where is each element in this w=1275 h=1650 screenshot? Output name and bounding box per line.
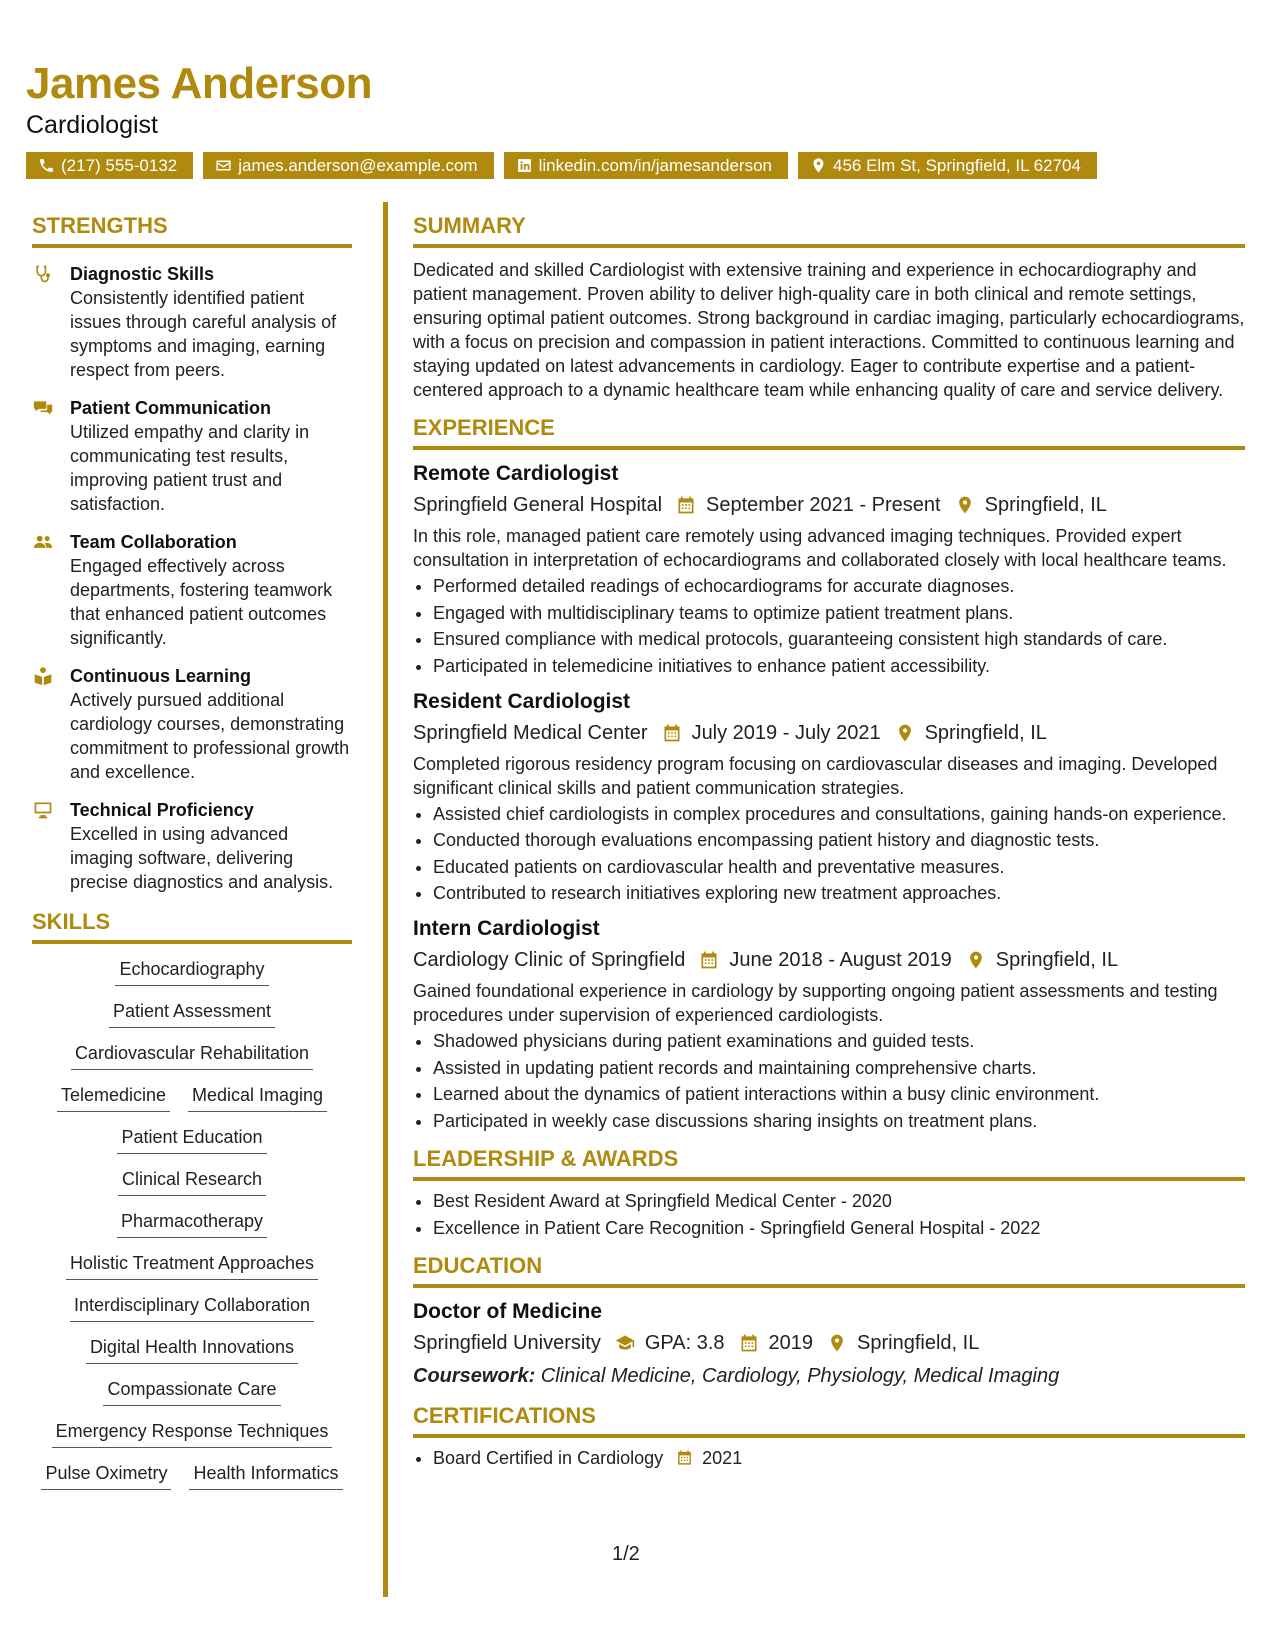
strength-desc: Actively pursued additional cardiology courses, demonstrating commitment to professional growth and excellence. <box>70 690 350 783</box>
strength-desc: Engaged effectively across departments, fostering teamwork that enhanced patient outcomes significantly. <box>70 556 333 649</box>
certifications-section <box>413 1404 1245 1470</box>
leadership-heading: LEADERSHIP & AWARDS <box>413 1147 1245 1181</box>
calendar-icon <box>676 495 696 515</box>
phone-text: (217) 555-0132 <box>61 156 178 175</box>
users-icon <box>32 532 54 552</box>
job-dates: June 2018 - August 2019 <box>729 949 952 972</box>
graduation-year: 2019 <box>768 1331 814 1354</box>
skills-section <box>32 910 352 1490</box>
coursework <box>413 1362 1245 1390</box>
candidate-name: James Anderson <box>26 59 372 108</box>
linkedin-text: linkedin.com/in/jamesanderson <box>538 156 772 175</box>
linkedin-icon <box>516 157 533 174</box>
strength-item <box>32 262 352 382</box>
graduation-cap-icon <box>615 1333 635 1353</box>
column-divider <box>383 202 388 1597</box>
desktop-icon <box>32 800 54 820</box>
skills-heading: SKILLS <box>32 910 352 944</box>
strength-item <box>32 664 352 784</box>
job-title: Intern Cardiologist <box>413 917 600 941</box>
job-company: Springfield Medical Center <box>413 721 648 744</box>
job-bullets <box>413 802 1245 906</box>
list-item <box>433 1446 1245 1470</box>
map-marker-icon <box>895 723 915 743</box>
skill-tag: Holistic Treatment Approaches <box>66 1252 318 1280</box>
summary-heading: SUMMARY <box>413 214 1245 248</box>
stethoscope-icon <box>32 264 54 284</box>
skill-tag: Cardiovascular Rehabilitation <box>71 1042 313 1070</box>
list-item: • Excellence in Patient Care Recognition - Springfield General Hospital - 2022 <box>433 1216 1245 1240</box>
strength-desc: Excelled in using advanced imaging software, delivering precise diagnostics and analysis. <box>70 824 334 893</box>
skill-tag: Emergency Response Techniques <box>52 1420 333 1448</box>
leadership-section <box>413 1147 1245 1240</box>
strength-name: Team Collaboration <box>70 532 237 553</box>
certification-year: 2021 <box>702 1447 743 1468</box>
resume-header <box>26 59 1246 140</box>
phone-icon <box>38 157 55 174</box>
strength-name: Diagnostic Skills <box>70 264 215 285</box>
calendar-icon <box>699 950 719 970</box>
school-name: Springfield University <box>413 1331 601 1354</box>
school-location: Springfield, IL <box>857 1331 980 1354</box>
job-location: Springfield, IL <box>924 721 1047 744</box>
skill-tag: Health Informatics <box>189 1462 342 1490</box>
experience-section <box>413 416 1245 1133</box>
email-text: james.anderson@example.com <box>238 156 478 175</box>
list-item: • Conducted thorough evaluations encompassing patient history and diagnostic tests. <box>433 828 1245 852</box>
job-bullets <box>413 1029 1245 1133</box>
experience-heading: EXPERIENCE <box>413 416 1245 450</box>
job-description: In this role, managed patient care remotely using advanced imaging techniques. Provided expert consultation in interpretation of echocardiograms and collaborated closely with local healthcare teams. <box>413 526 1227 571</box>
list-item: • Ensured compliance with medical protocols, guaranteeing consistent high standards of care. <box>433 627 1245 651</box>
job-company: Springfield General Hospital <box>413 494 663 517</box>
list-item: • Participated in weekly case discussions sharing insights on treatment plans. <box>433 1109 1245 1133</box>
education-section <box>413 1254 1245 1390</box>
job-description: Gained foundational experience in cardiology by supporting ongoing patient assessments and testing procedures under supervision of experienced cardiologists. <box>413 981 1218 1026</box>
strength-desc: Consistently identified patient issues through careful analysis of symptoms and imaging, earning respect from peers. <box>70 288 337 381</box>
left-column <box>32 214 352 1490</box>
job-bullets <box>413 574 1245 678</box>
calendar-icon <box>676 1449 693 1466</box>
job-title: Remote Cardiologist <box>413 462 619 486</box>
list-item: • Learned about the dynamics of patient interactions within a busy clinic environment. <box>433 1082 1245 1106</box>
strength-item <box>32 530 352 650</box>
skill-tag: Clinical Research <box>118 1168 266 1196</box>
skill-tag: Echocardiography <box>115 958 268 986</box>
right-column <box>413 214 1245 1484</box>
gpa-text: GPA: 3.8 <box>644 1331 725 1354</box>
list-item: • Performed detailed readings of echocardiograms for accurate diagnoses. <box>433 574 1245 598</box>
contact-phone[interactable] <box>26 152 193 179</box>
list-item: • Contributed to research initiatives exploring new treatment approaches. <box>433 881 1245 905</box>
job-location: Springfield, IL <box>984 494 1107 517</box>
education-heading: EDUCATION <box>413 1254 1245 1288</box>
strength-item <box>32 396 352 516</box>
page-number: 1/2 <box>612 1543 640 1565</box>
contact-address[interactable] <box>798 152 1097 179</box>
list-item: • Engaged with multidisciplinary teams to optimize patient treatment plans. <box>433 601 1245 625</box>
job-dates: July 2019 - July 2021 <box>691 721 881 744</box>
job-title: Resident Cardiologist <box>413 689 631 713</box>
list-item: • Assisted in updating patient records and maintaining comprehensive charts. <box>433 1056 1245 1080</box>
candidate-title: Cardiologist <box>26 111 159 139</box>
calendar-icon <box>662 723 682 743</box>
skill-tag: Pulse Oximetry <box>41 1462 171 1490</box>
book-reader-icon <box>32 666 54 686</box>
skill-tag: Telemedicine <box>57 1084 170 1112</box>
strength-item <box>32 798 352 894</box>
envelope-icon <box>215 157 232 174</box>
job-entry <box>413 915 1245 1133</box>
list-item: • Assisted chief cardiologists in complex procedures and consultations, gaining hands-on experience. <box>433 802 1245 826</box>
certification-name: Board Certified in Cardiology <box>433 1447 664 1468</box>
calendar-icon <box>739 1333 759 1353</box>
summary-text: Dedicated and skilled Cardiologist with extensive training and experience in echocardiography and patient management. Proven ability to deliver high-quality care in both clinical and remote settings, ensuring optimal patient outcomes. Strong background in cardiac imaging, particularly echocardiograms, with a focus on precision and compassion in patient interactions. Committed to continuous learning and staying updated on latest advancements in cardiology. Eager to contribute expertise and a patient-centered approach to a dynamic healthcare team while enhancing quality of care and service delivery. <box>413 260 1245 401</box>
list-item: • Educated patients on cardiovascular health and preventative measures. <box>433 855 1245 879</box>
job-entry <box>413 460 1245 678</box>
contact-bar <box>26 152 1097 179</box>
coursework-list: Clinical Medicine, Cardiology, Physiology, Medical Imaging <box>540 1364 1060 1387</box>
skill-tag: Patient Assessment <box>109 1000 275 1028</box>
contact-linkedin[interactable] <box>504 152 788 179</box>
summary-section <box>413 214 1245 402</box>
skill-tag: Compassionate Care <box>103 1378 280 1406</box>
comments-icon <box>32 398 54 418</box>
skill-tag: Medical Imaging <box>188 1084 327 1112</box>
map-marker-icon <box>966 950 986 970</box>
strength-name: Technical Proficiency <box>70 800 254 821</box>
skill-tag: Digital Health Innovations <box>86 1336 298 1364</box>
map-marker-icon <box>955 495 975 515</box>
list-item: • Participated in telemedicine initiatives to enhance patient accessibility. <box>433 654 1245 678</box>
job-description: Completed rigorous residency program focusing on cardiovascular diseases and imaging. Developed significant clinical skills and patient communication strategies. <box>413 753 1218 798</box>
strength-desc: Utilized empathy and clarity in communicating test results, improving patient trust and satisfaction. <box>70 422 310 515</box>
address-text: 456 Elm St, Springfield, IL 62704 <box>832 156 1081 175</box>
list-item: • Best Resident Award at Springfield Medical Center - 2020 <box>433 1189 1245 1213</box>
coursework-label: Coursework: <box>413 1364 536 1387</box>
job-location: Springfield, IL <box>995 949 1119 972</box>
list-item: • Shadowed physicians during patient examinations and guided tests. <box>433 1029 1245 1053</box>
job-company: Cardiology Clinic of Springfield <box>413 949 686 972</box>
strengths-heading: STRENGTHS <box>32 214 352 248</box>
skill-tag: Pharmacotherapy <box>117 1210 267 1238</box>
skill-tag: Patient Education <box>117 1126 266 1154</box>
certifications-heading: CERTIFICATIONS <box>413 1404 1245 1438</box>
strength-name: Continuous Learning <box>70 666 251 687</box>
degree-title: Doctor of Medicine <box>413 1299 603 1323</box>
map-marker-icon <box>827 1333 847 1353</box>
map-marker-icon <box>810 157 827 174</box>
strength-name: Patient Communication <box>70 398 272 419</box>
contact-email[interactable] <box>203 152 493 179</box>
skill-tag: Interdisciplinary Collaboration <box>70 1294 314 1322</box>
job-entry <box>413 688 1245 906</box>
job-dates: September 2021 - Present <box>706 494 941 517</box>
